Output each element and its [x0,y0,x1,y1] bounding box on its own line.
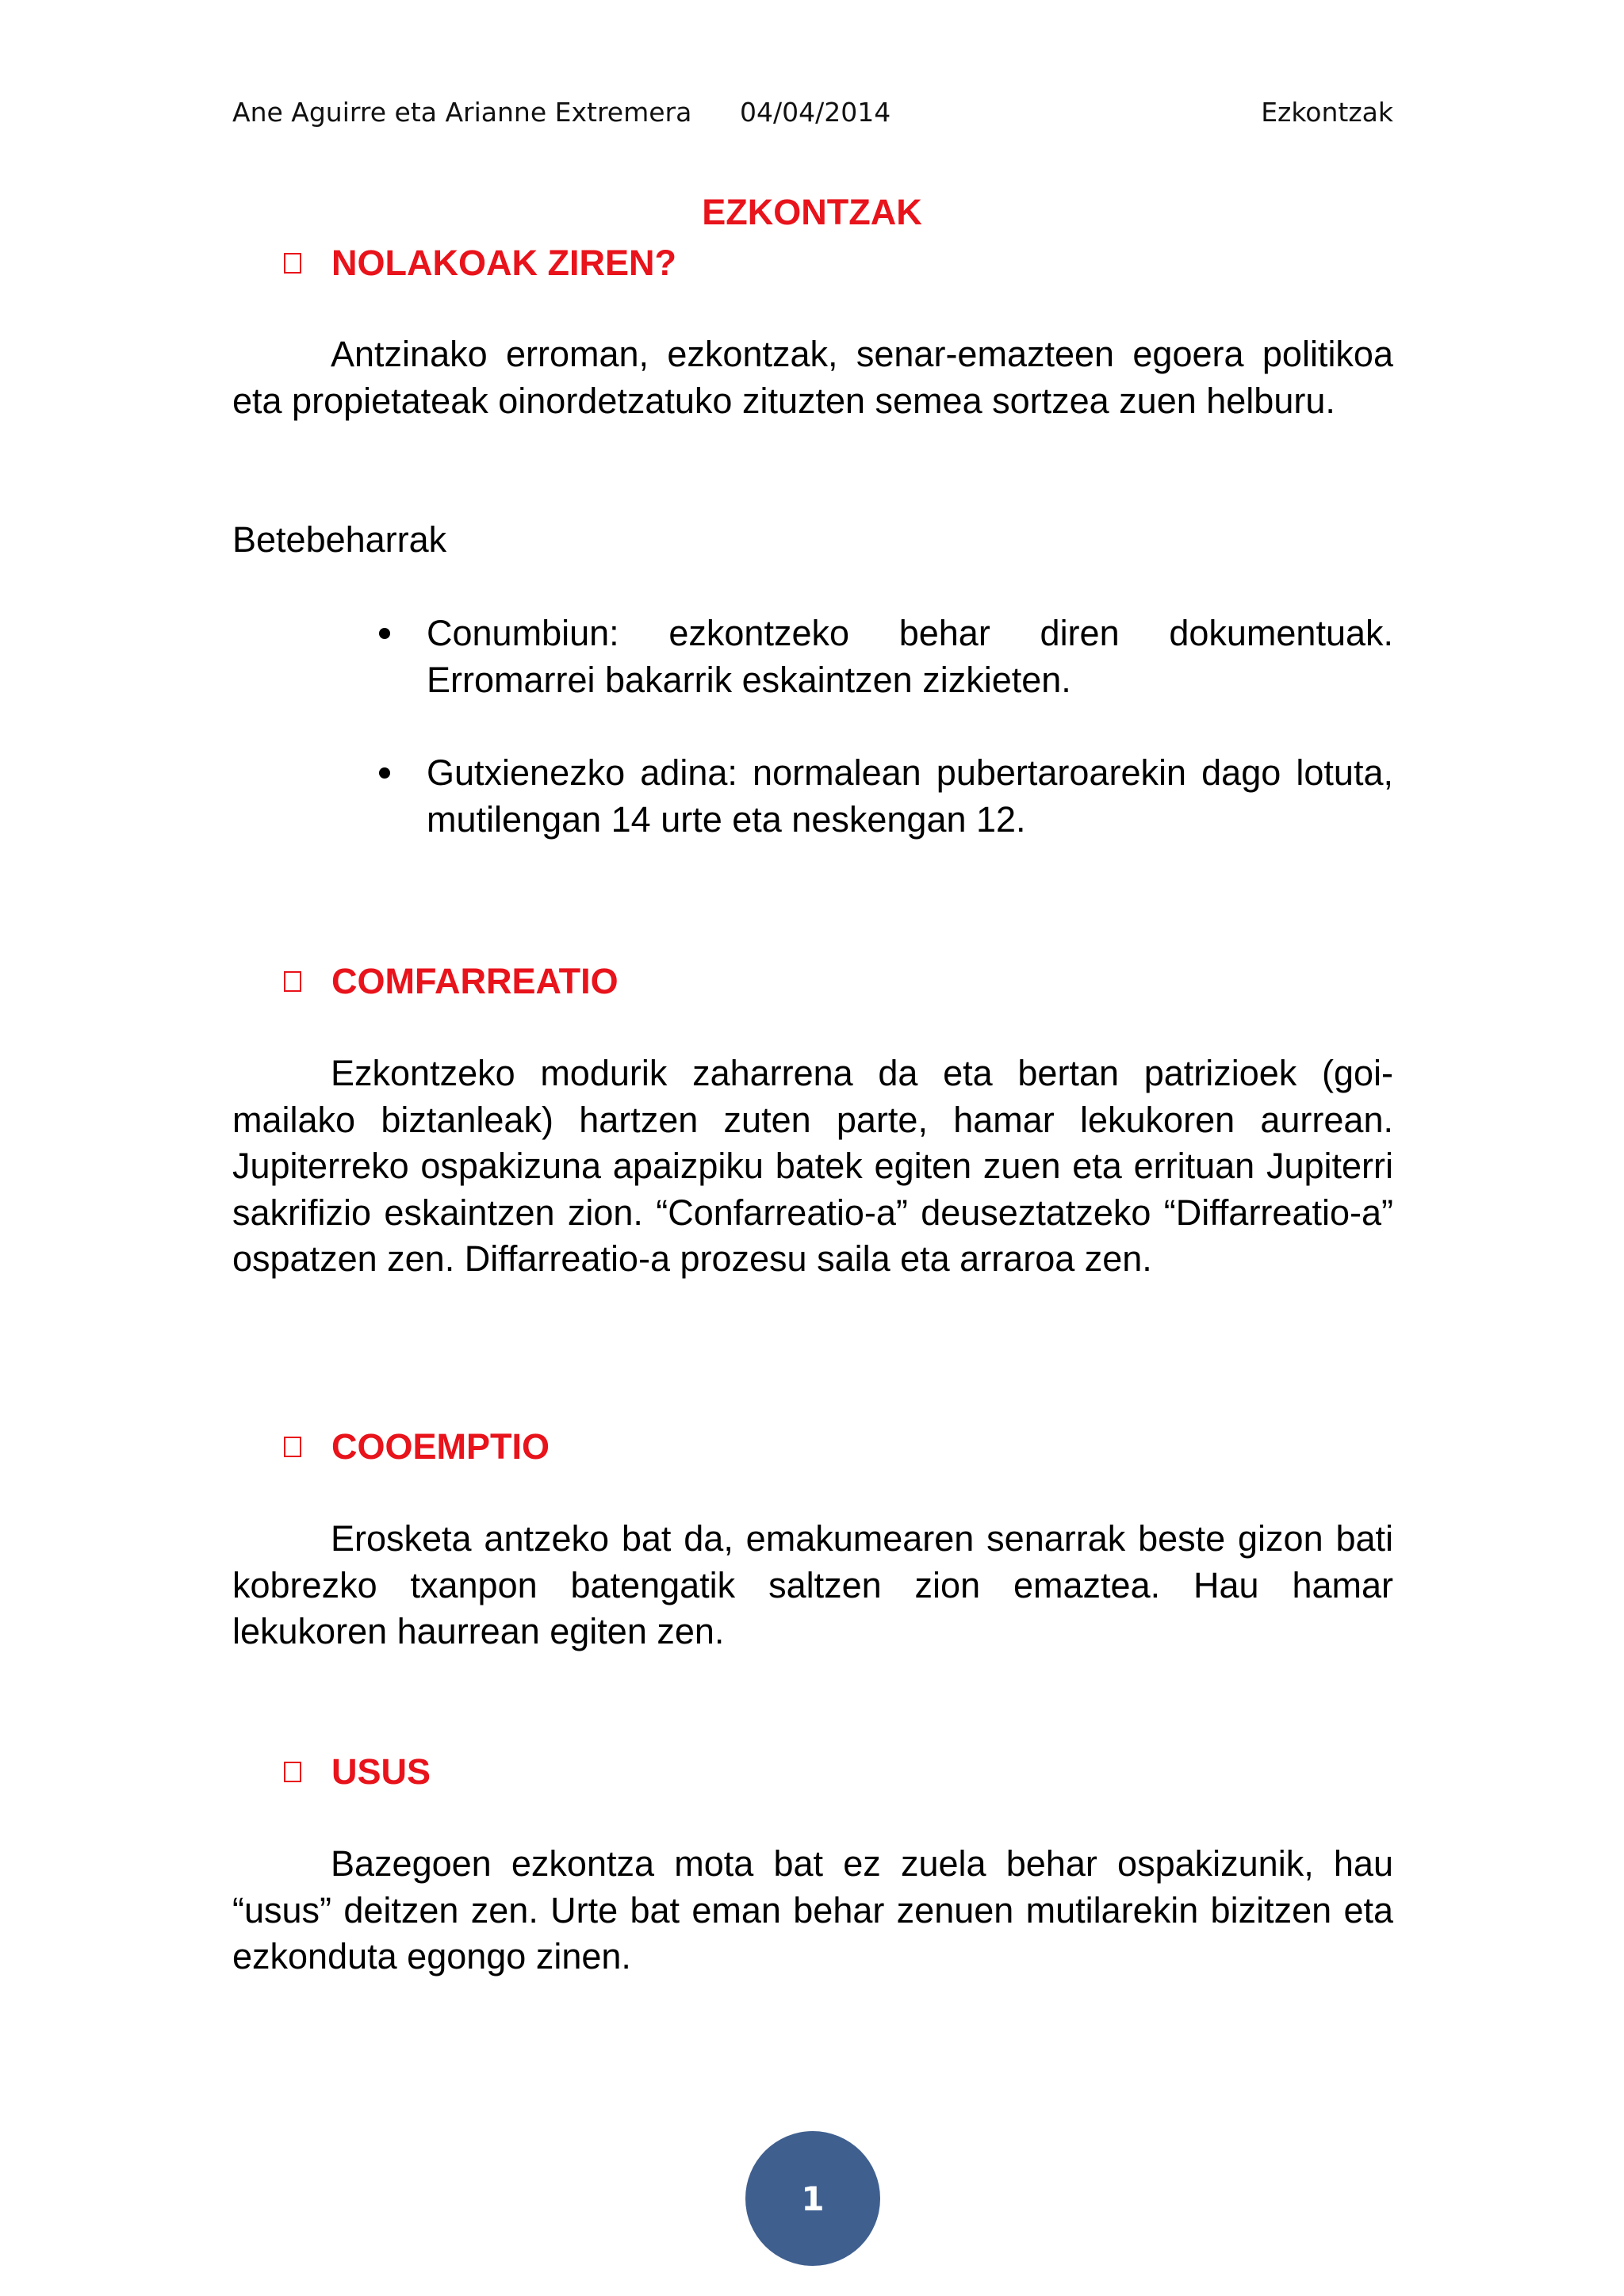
list-item [427,750,1393,843]
intro-paragraph: Antzinako erroman, ezkontzak, senar-emazteen egoera politikoa eta propietateak oinordetzatuko zituzten semea sortzea zuen helburu. [232,334,1393,421]
bullet-dot-icon [379,767,390,779]
checkbox-bullet-icon [284,1762,301,1782]
section-heading-comfarreatio [284,958,619,1005]
list-item [427,610,1393,703]
checkbox-bullet-icon [284,253,301,274]
section-heading-usus [284,1748,431,1796]
section-heading-intro [284,239,676,287]
checkbox-bullet-icon [284,971,301,992]
document-title: EZKONTZAK [702,192,922,232]
section-heading-usus-text: USUS [331,1751,431,1792]
header-topic: Ezkontzak [1261,97,1393,128]
section-heading-intro-text: NOLAKOAK ZIREN? [331,243,676,283]
usus-paragraph: Bazegoen ezkontza mota bat ez zuela behar ospakizunik, hau “usus” deitzen zen. Urte bat eman behar zenuen mutilarekin bizitzen eta ezkonduta egongo zinen. [232,1843,1393,1976]
header-date: 04/04/2014 [740,97,891,128]
list-item-text: Gutxienezko adina: normalean pubertaroarekin dago lotuta, mutilengan 14 urte eta neskengan 12. [427,752,1393,840]
section-heading-cooemptio-text: COOEMPTIO [331,1426,550,1467]
bullet-dot-icon [379,628,390,639]
section-heading-cooemptio [284,1423,550,1471]
comfarreatio-paragraph: Ezkontzeko modurik zaharrena da eta bertan patrizioek (goi-mailako biztanleak) hartzen zuten parte, hamar lekukoren aurrean. Jupiterreko ospakizuna apaizpiku batek egiten zuen eta errituan Jupiterri sakrifizio eskaintzen zion. “Confarreatio-a” deuseztatzeko “Diffarreatio-a” ospatzen zen. Diffarreatio-a prozesu saila eta arraroa zen. [232,1053,1393,1279]
page-number-badge [745,2131,880,2266]
section-heading-comfarreatio-text: COMFARREATIO [331,961,619,1001]
page-header [232,97,1393,135]
requirements-label: Betebeharrak [232,519,447,560]
list-item-text: Conumbiun: ezkontzeko behar diren dokumentuak. Erromarrei bakarrik eskaintzen zizkieten. [427,613,1393,700]
checkbox-bullet-icon [284,1437,301,1457]
header-authors: Ane Aguirre eta Arianne Extremera [232,97,692,128]
cooemptio-paragraph: Erosketa antzeko bat da, emakumearen senarrak beste gizon bati kobrezko txanpon batengatik saltzen zion emaztea. Hau hamar lekukoren haurrean egiten zen. [232,1518,1393,1651]
page-number: 1 [801,2179,825,2218]
